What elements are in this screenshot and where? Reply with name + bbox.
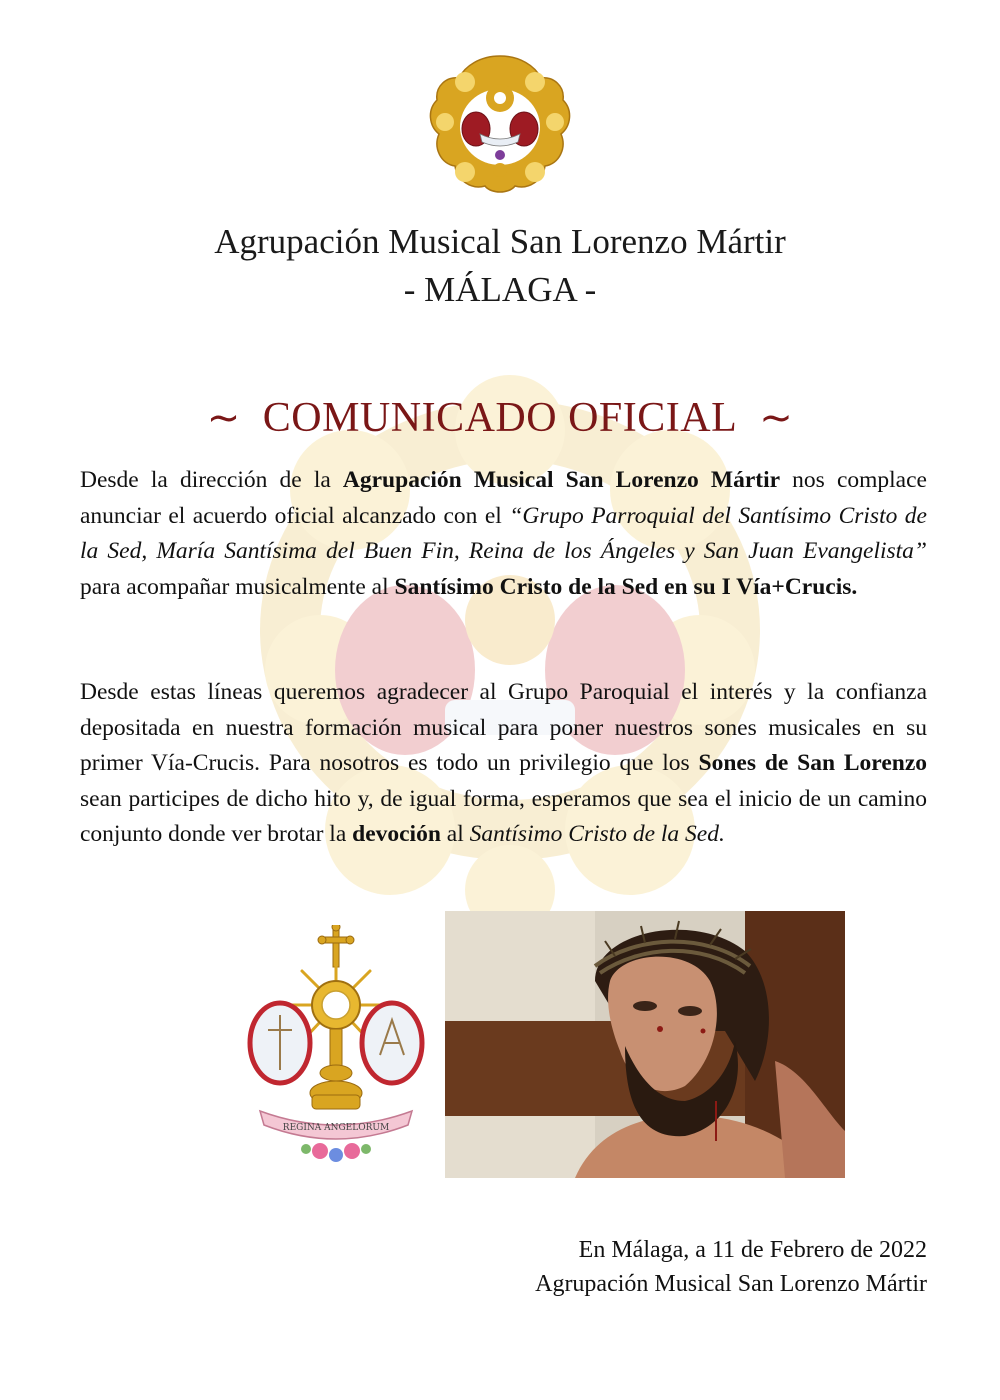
- p2-text-1: Desde estas líneas queremos agradecer al Grupo Paroquial el interés y la confianza depositada en nuestra formación musical para poner nuestros sones musicales en su primer Vía-Crucis. Para nosotros es todo un privilegio que los: [80, 679, 927, 776]
- org-name: Agrupación Musical San Lorenzo Mártir: [214, 222, 786, 261]
- cristo-photo: [445, 911, 845, 1178]
- tilde-right: ~: [759, 395, 794, 441]
- p1-group-name: “Grupo Parroquial del Santísimo Cristo de la Sed, María Santísima del Buen Fin, Reina de los Ángeles y San Juan Evangelista”: [80, 502, 927, 564]
- signature-date: En Málaga, a 11 de Febrero de 2022: [578, 1237, 927, 1263]
- p1-text-1: Desde la dirección de la: [80, 467, 343, 493]
- paragraph-thanks: [80, 675, 927, 853]
- p1-event-name: Santísimo Cristo de la Sed en su I Vía+Crucis.: [394, 573, 858, 600]
- p2-text-2: sean participes de dicho hito y, de igual forma, esperamos que sea el inicio de un camino conjunto donde ver brotar la: [80, 785, 927, 847]
- crest-grupo-parroquial-icon: [240, 925, 432, 1165]
- heading-text: COMUNICADO OFICIAL: [262, 395, 738, 441]
- org-city: - MÁLAGA -: [403, 270, 597, 309]
- p1-text-2: nos complace anunciar el acuerdo oficial alcanzado con el: [80, 467, 927, 529]
- p2-devocion: devoción: [352, 821, 441, 847]
- p1-org-name: Agrupación Musical San Lorenzo Mártir: [342, 467, 781, 493]
- crest-top-icon: [425, 52, 575, 198]
- tilde-left: ~: [206, 395, 241, 441]
- p2-sones: Sones de San Lorenzo: [698, 750, 927, 776]
- p2-cristo: Santísimo Cristo de la Sed.: [469, 821, 725, 847]
- signature-org: Agrupación Musical San Lorenzo Mártir: [535, 1271, 927, 1297]
- p1-text-3: para acompañar musicalmente al: [80, 573, 395, 600]
- page-title: [0, 394, 1000, 442]
- p2-text-3: al: [440, 821, 470, 847]
- crest-ribbon-text: REGINA ANGELORUM: [282, 1123, 390, 1133]
- paragraph-announcement: [80, 463, 927, 605]
